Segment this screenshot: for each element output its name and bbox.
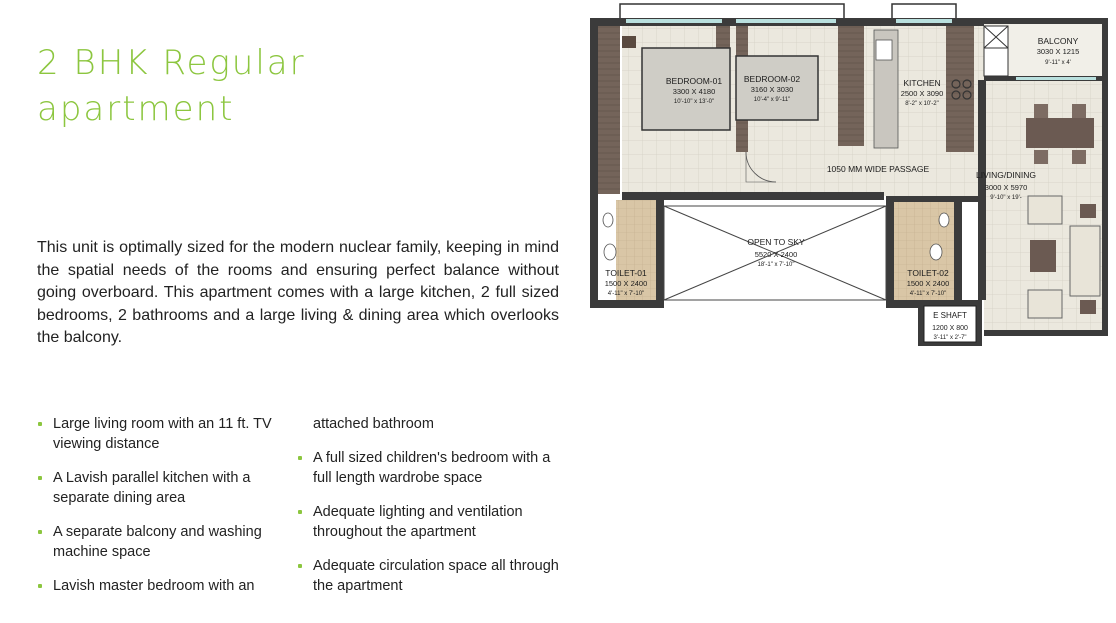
label-passage: 1050 MM WIDE PASSAGE — [826, 164, 930, 174]
window-outline-left — [620, 4, 844, 18]
wardrobe-left — [598, 26, 620, 194]
feature-item: attached bathroom — [313, 416, 434, 432]
label-toilet1-name: TOILET-01 — [605, 268, 647, 278]
label-bedroom2-name: BEDROOM-02 — [743, 74, 801, 84]
page-title — [37, 40, 367, 132]
feature-item: Lavish master bedroom with an — [37, 576, 287, 596]
label-bedroom1-metric: 3300 X 4180 — [672, 87, 716, 96]
label-balcony-metric: 3030 X 1215 — [1036, 47, 1080, 56]
title-line-1: 2 BHK Regular — [37, 43, 306, 83]
label-opensky-imperial: 18'-1" x 7'-10" — [757, 262, 795, 268]
feature-column-right — [297, 414, 567, 610]
sofa — [1070, 226, 1100, 296]
label-shaft-metric: 1200 X 800 — [932, 325, 968, 332]
feature-item: A full sized children's bedroom with a full length wardrobe space — [297, 448, 567, 488]
kitchen-sink — [876, 40, 892, 60]
armchair-1 — [1028, 196, 1062, 224]
label-balcony-imperial: 9'-11" x 4' — [1045, 60, 1071, 66]
label-toilet1-metric: 1500 X 2400 — [604, 279, 648, 288]
title-line-2: apartment — [37, 89, 235, 129]
intro-paragraph: This unit is optimally sized for the modern nuclear family, keeping in mind the spatial needs of the rooms and ensuring perfect balance without going overboard. This apartment comes with a large kitchen, 2 full sized bedrooms, 2 bathrooms and a large living & dining area which overlooks the balcony. — [37, 239, 559, 346]
armchair-2 — [1028, 290, 1062, 318]
feature-item: A separate balcony and washing machine space — [37, 522, 287, 562]
wardrobe-right — [838, 26, 864, 146]
label-kitchen-metric: 2500 X 3090 — [900, 89, 944, 98]
feature-item: A Lavish parallel kitchen with a separate dining area — [37, 468, 287, 508]
window-outline-right — [892, 4, 956, 18]
label-bedroom2-imperial: 10'-4" x 9'-11" — [753, 97, 791, 103]
label-kitchen-imperial: 8'-2" x 10'-2" — [905, 101, 939, 107]
label-living-name: LIVING/DINING — [976, 170, 1036, 180]
label-shaft-name: E SHAFT — [933, 311, 967, 320]
label-kitchen-name: KITCHEN — [903, 78, 941, 88]
kitchen-counter-right — [946, 26, 974, 152]
label-toilet1-imperial: 4'-11" x 7'-10" — [607, 291, 645, 297]
label-opensky-metric: 5520 X 2400 — [754, 250, 798, 259]
feature-column-left — [37, 414, 287, 610]
label-balcony-name: BALCONY — [1037, 36, 1079, 46]
label-opensky-name: OPEN TO SKY — [747, 237, 805, 247]
chair — [622, 36, 636, 48]
floor-plan — [586, 0, 1112, 352]
feature-item: Adequate circulation space all through the apartment — [297, 556, 567, 596]
label-toilet2-imperial: 4'-11" x 7'-10" — [909, 291, 947, 297]
dining-table — [1026, 118, 1094, 148]
feature-item: Adequate lighting and ventilation throughout the apartment — [297, 502, 567, 542]
label-bedroom1-name: BEDROOM-01 — [665, 76, 723, 86]
label-toilet2-name: TOILET-02 — [907, 268, 949, 278]
label-shaft-imperial: 3'-11" x 2'-7" — [933, 335, 967, 341]
feature-list — [37, 414, 567, 614]
feature-item: Large living room with an 11 ft. TV viewing distance — [37, 414, 287, 454]
label-bedroom2-metric: 3160 X 3030 — [750, 85, 794, 94]
label-living-imperial: 9'-10" x 19'- — [990, 195, 1022, 201]
coffee-table — [1030, 240, 1056, 272]
label-bedroom1-imperial: 10'-10" x 13'-0" — [673, 99, 715, 105]
label-toilet2-metric: 1500 X 2400 — [906, 279, 950, 288]
label-living-metric: 3000 X 5970 — [984, 183, 1028, 192]
